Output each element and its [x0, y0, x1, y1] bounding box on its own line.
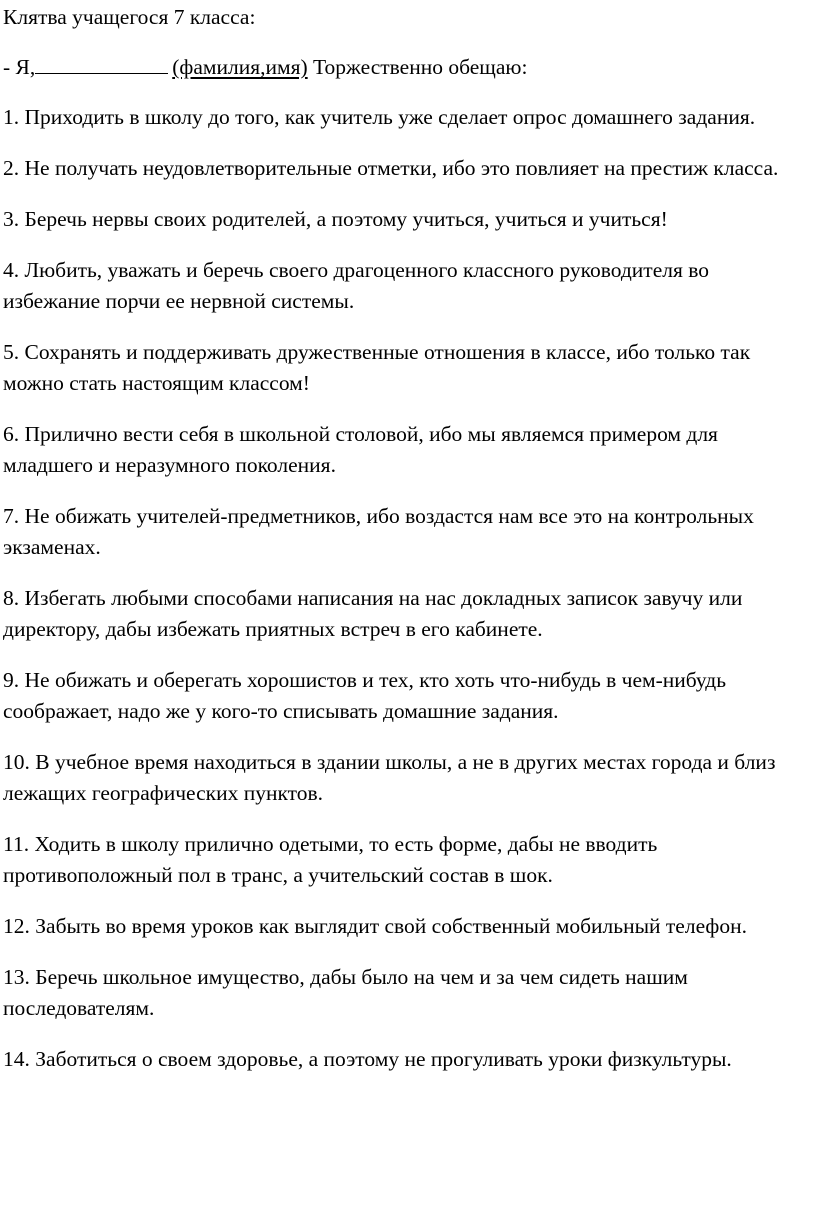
oath-item: 2. Не получать неудовлетворительные отметки, ибо это повлияет на престиж класса. — [3, 156, 779, 180]
oath-item: 9. Не обижать и оберегать хорошистов и тех, кто хоть что-нибудь в чем-нибудь соображает, надо же у кого-то списывать домашние задания. — [3, 668, 727, 723]
oath-item: 3. Беречь нервы своих родителей, а поэтому учиться, учиться и учиться! — [3, 207, 668, 231]
document-title: Клятва учащегося 7 класса: — [3, 5, 256, 29]
oath-items — [3, 102, 808, 1075]
oath-item: 1. Приходить в школу до того, как учитель уже сделает опрос домашнего задания. — [3, 105, 756, 129]
oath-item: 13. Беречь школьное имущество, дабы было на чем и за чем сидеть нашим последователям. — [3, 965, 688, 1020]
oath-item: 14. Заботиться о своем здоровье, а поэтому не прогуливать уроки физкультуры. — [3, 1047, 732, 1071]
name-blank — [35, 53, 168, 74]
oath-suffix: Торжественно обещаю: — [313, 55, 528, 79]
oath-item: 6. Прилично вести себя в школьной столовой, ибо мы являемся примером для младшего и неразумного поколения. — [3, 422, 718, 477]
oath-item: 11. Ходить в школу прилично одетыми, то есть форме, дабы не вводить противоположный пол в транс, а учительский состав в шок. — [3, 832, 658, 887]
name-hint: (фамилия,имя) — [172, 55, 308, 79]
oath-item: 10. В учебное время находиться в здании школы, а не в других местах города и близ лежащих географических пунктов. — [3, 750, 776, 805]
oath-item: 4. Любить, уважать и беречь своего драгоценного классного руководителя во избежание порчи ее нервной системы. — [3, 258, 709, 313]
oath-item: 12. Забыть во время уроков как выглядит свой собственный мобильный телефон. — [3, 914, 747, 938]
oath-prefix: - Я, — [3, 55, 36, 79]
oath-item: 7. Не обижать учителей-предметников, ибо воздастся нам все это на контрольных экзаменах. — [3, 504, 754, 559]
oath-item: 8. Избегать любыми способами написания на нас докладных записок завучу или директору, дабы избежать приятных встреч в его кабинете. — [3, 586, 743, 641]
oath-item: 5. Сохранять и поддерживать дружественные отношения в классе, ибо только так можно стать настоящим классом! — [3, 340, 751, 395]
oath-line — [3, 52, 808, 83]
